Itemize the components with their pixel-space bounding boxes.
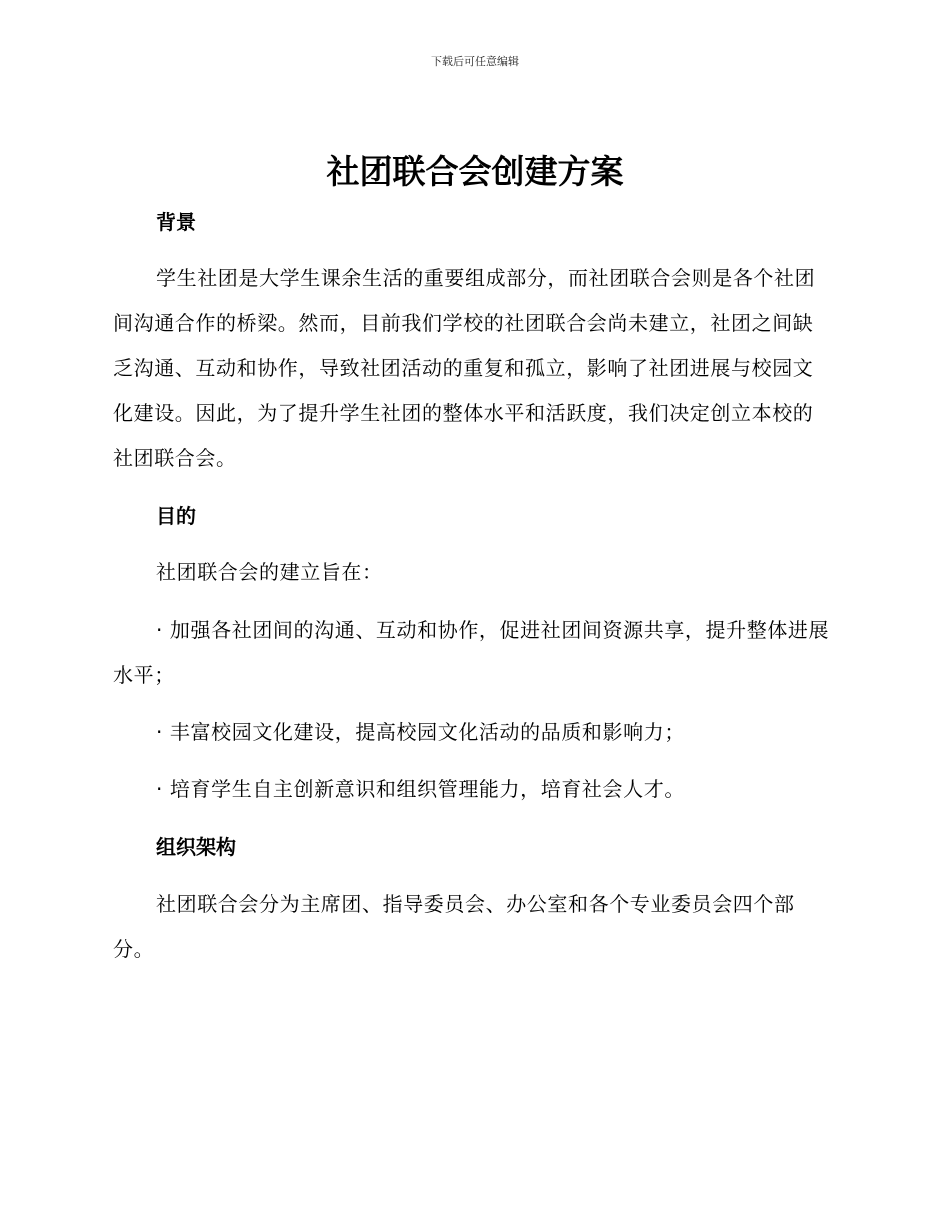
section-heading-background (113, 200, 831, 245)
bullet-item (113, 608, 831, 698)
bullet-item (113, 710, 831, 755)
heading-organization: 组织架构 (156, 835, 236, 859)
bullet-text: · 丰富校园文化建设，提高校园文化活动的品质和影响力； (156, 720, 685, 744)
paragraph-organization: 社团联合会分为主席团、指导委员会、办公室和各个专业委员会四个部分。 (113, 892, 795, 961)
bullet-text: · 加强各社团间的沟通、互动和协作，促进社团间资源共享，提升整体进展水平； (113, 618, 830, 687)
section-organization-body (113, 882, 831, 972)
section-heading-purpose (113, 494, 831, 539)
section-heading-organization (113, 825, 831, 870)
bullet-text: · 培育学生自主创新意识和组织管理能力，培育社会人才。 (156, 777, 685, 801)
heading-purpose: 目的 (156, 504, 196, 528)
paragraph-background: 学生社团是大学生课余生活的重要组成部分，而社团联合会则是各个社团间沟通合作的桥梁。然而，目前我们学校的社团联合会尚未建立，社团之间缺乏沟通、互动和协作，导致社团活动的重复和孤立，影响了社团进展与校园文化建设。因此，为了提升学生社团的整体水平和活跃度，我们决定创立本校的社团联合会。 (113, 266, 816, 470)
paragraph-purpose-intro: 社团联合会的建立旨在： (156, 560, 383, 584)
bullet-item (113, 767, 831, 812)
heading-background: 背景 (156, 210, 196, 234)
document-title: 社团联合会创建方案 (326, 152, 624, 191)
section-background-body (113, 256, 831, 481)
section-purpose-intro (113, 550, 831, 595)
page-header-note: 下载后可任意编辑 (431, 55, 519, 68)
